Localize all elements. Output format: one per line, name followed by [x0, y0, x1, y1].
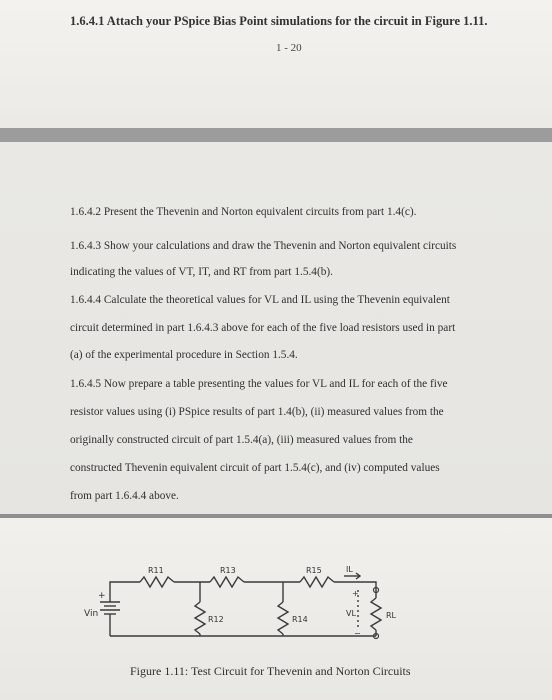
item-1-6-4-5-line-5: from part 1.6.4.4 above.	[70, 490, 179, 502]
label-vl: VL	[346, 609, 356, 618]
label-vin-plus: +	[98, 591, 106, 601]
resistor-r11-zigzag	[140, 577, 174, 587]
section-1-6-4-1-heading: 1.6.4.1 Attach your PSpice Bias Point simulations for the circuit in Figure 1.11.	[70, 14, 488, 28]
resistor-r14-zigzag	[278, 602, 288, 634]
label-vl-plus: +	[352, 589, 359, 598]
resistor-rl-zigzag	[371, 598, 381, 630]
figure-1-11-fragment	[0, 518, 552, 700]
label-r14: R14	[292, 615, 308, 624]
label-rl: RL	[386, 611, 397, 620]
page-1-fragment	[0, 0, 552, 128]
label-vl-minus: −	[354, 629, 361, 638]
item-1-6-4-4-line-2: circuit determined in part 1.6.4.3 above for each of the five load resistors used in part	[70, 322, 456, 334]
item-1-6-4-5-line-3: originally constructed circuit of part 1.5.4(a), (iii) measured values from the	[70, 434, 413, 446]
label-r15: R15	[306, 566, 322, 575]
label-il: IL	[346, 565, 353, 574]
label-r13: R13	[220, 566, 236, 575]
page-2-fragment	[0, 142, 552, 514]
label-r12: R12	[208, 615, 224, 624]
figure-caption: Figure 1.11: Test Circuit for Thevenin and Norton Circuits	[130, 664, 411, 678]
resistor-r15-zigzag	[300, 577, 334, 587]
item-1-6-4-5-line-4: constructed Thevenin equivalent circuit of part 1.5.4(c), and (iv) computed values	[70, 462, 440, 474]
item-1-6-4-4-line-1: 1.6.4.4 Calculate the theoretical values for VL and IL using the Thevenin equivalent	[70, 294, 450, 306]
resistor-r13-zigzag	[210, 577, 244, 587]
label-vin: Vin	[84, 609, 99, 619]
item-1-6-4-3-line-1: 1.6.4.3 Show your calculations and draw the Thevenin and Norton equivalent circuits	[70, 240, 457, 252]
resistor-r12-zigzag	[195, 602, 205, 634]
page-number: 1 - 20	[276, 42, 302, 54]
item-1-6-4-5-line-1: 1.6.4.5 Now prepare a table presenting the values for VL and IL for each of the five	[70, 378, 448, 390]
wire-top-left	[110, 582, 140, 588]
label-r11: R11	[148, 566, 164, 575]
item-1-6-4-2: 1.6.4.2 Present the Thevenin and Norton equivalent circuits from part 1.4(c).	[70, 206, 417, 218]
item-1-6-4-5-line-2: resistor values using (i) PSpice results of part 1.4(b), (ii) measured values from the	[70, 406, 444, 418]
item-1-6-4-3-line-2: indicating the values of VT, IT, and RT from part 1.5.4(b).	[70, 266, 333, 278]
item-1-6-4-4-line-3: (a) of the experimental procedure in Section 1.5.4.	[70, 349, 298, 361]
page-divider	[0, 128, 552, 142]
